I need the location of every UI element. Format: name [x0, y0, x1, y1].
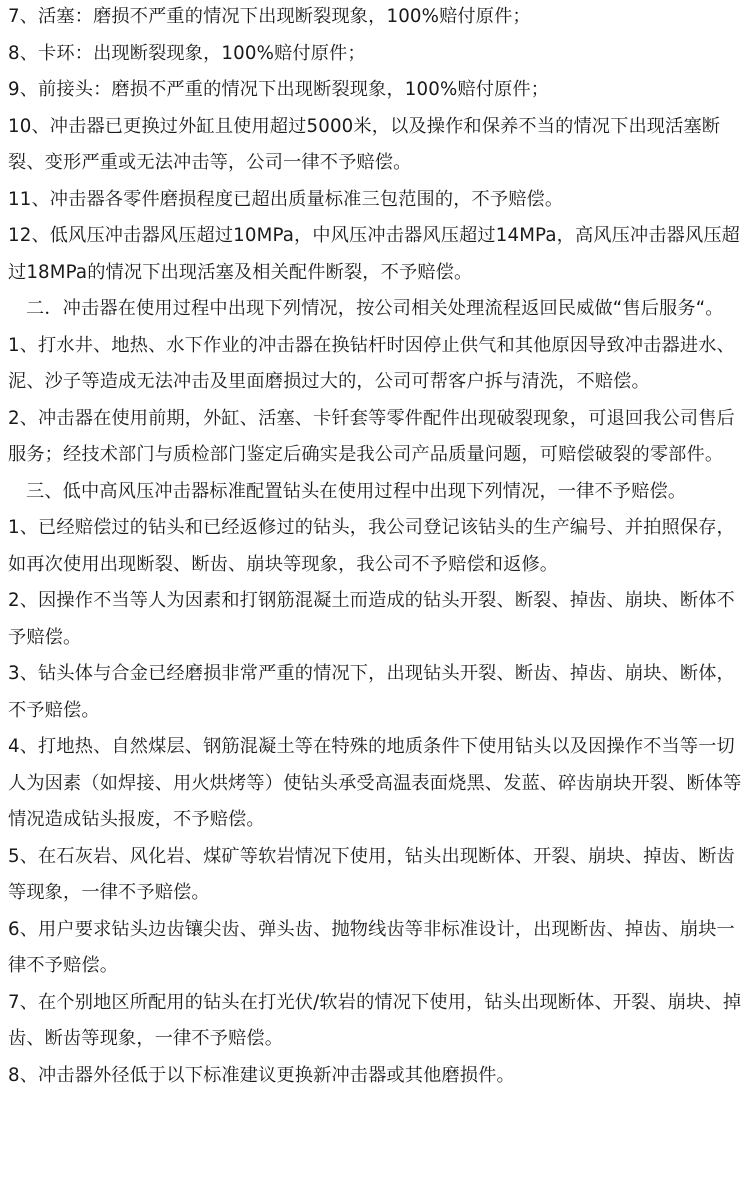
clause-11-wear-limit: 11、冲击器各零件磨损程度已超出质量标准三包范围的，不予赔偿。	[8, 188, 564, 210]
section-3-item-6: 6、用户要求钻头边齿镶尖齿、弹头齿、抛物线齿等非标准设计，出现断齿、掉齿、崩块一律不予赔偿。	[8, 918, 735, 976]
section-3-item-7: 7、在个别地区所配用的钻头在打光伏/软岩的情况下使用，钻头出现断体、开裂、崩块、掉齿、断齿等现象，一律不予赔偿。	[8, 991, 742, 1049]
section-3-item-1: 1、已经赔偿过的钻头和已经返修过的钻头，我公司登记该钻头的生产编号、并拍照保存，如再次使用出现断裂、断齿、崩块等现象，我公司不予赔偿和返修。	[8, 517, 735, 575]
clause-10-outer-casing: 10、冲击器已更换过外缸且使用超过5000米，以及操作和保养不当的情况下出现活塞断裂、变形严重或无法冲击等，公司一律不予赔偿。	[8, 115, 721, 173]
clause-9-front-sub: 9、前接头：磨损不严重的情况下出现断裂现象，100%赔付原件；	[8, 79, 550, 100]
section-3-item-4: 4、打地热、自然煤层、钢筋混凝土等在特殊的地质条件下使用钻头以及因操作不当等一切人为因素（如焊接、用火烘烤等）使钻头承受高温表面烧黑、发蓝、碎齿崩块开裂、断体等情况造成钻头报废，不予赔偿。	[8, 736, 742, 830]
clause-8-retaining-ring: 8、卡环：出现断裂现象，100%赔付原件；	[8, 42, 366, 64]
section-3-item-8: 8、冲击器外径低于以下标准建议更换新冲击器或其他磨损件。	[8, 1064, 515, 1086]
section-3-item-2: 2、因操作不当等人为因素和打钢筋混凝土而造成的钻头开裂、断裂、掉齿、崩块、断体不予赔偿。	[8, 590, 735, 648]
clause-12-air-pressure: 12、低风压冲击器风压超过10MPa，中风压冲击器风压超过14MPa，高风压冲击器风压超过18MPa的情况下出现活塞及相关配件断裂，不予赔偿。	[8, 225, 741, 283]
section-3-item-5: 5、在石灰岩、风化岩、煤矿等软岩情况下使用，钻头出现断体、开裂、崩块、掉齿、断齿等现象，一律不予赔偿。	[8, 845, 735, 903]
section-3-item-3: 3、钻头体与合金已经磨损非常严重的情况下，出现钻头开裂、断齿、掉齿、崩块、断体，不予赔偿。	[8, 663, 735, 721]
clause-7-piston: 7、活塞：磨损不严重的情况下出现断裂现象，100%赔付原件；	[8, 6, 531, 27]
section-2-item-2: 2、冲击器在使用前期，外缸、活塞、卡钎套等零件配件出现破裂现象，可退回我公司售后服务；经技术部门与质检部门鉴定后确实是我公司产品质量问题，可赔偿破裂的零部件。	[8, 407, 735, 465]
section-3-heading: 三、低中高风压冲击器标准配置钻头在使用过程中出现下列情况，一律不予赔偿。	[26, 480, 687, 502]
section-2-item-1: 1、打水井、地热、水下作业的冲击器在换钻杆时因停止供气和其他原因导致冲击器进水、泥、沙子等造成无法冲击及里面磨损过大的，公司可帮客户拆与清洗，不赔偿。	[8, 334, 735, 392]
section-2-heading: 二．冲击器在使用过程中出现下列情况，按公司相关处理流程返回民威做“售后服务“。	[26, 298, 724, 319]
